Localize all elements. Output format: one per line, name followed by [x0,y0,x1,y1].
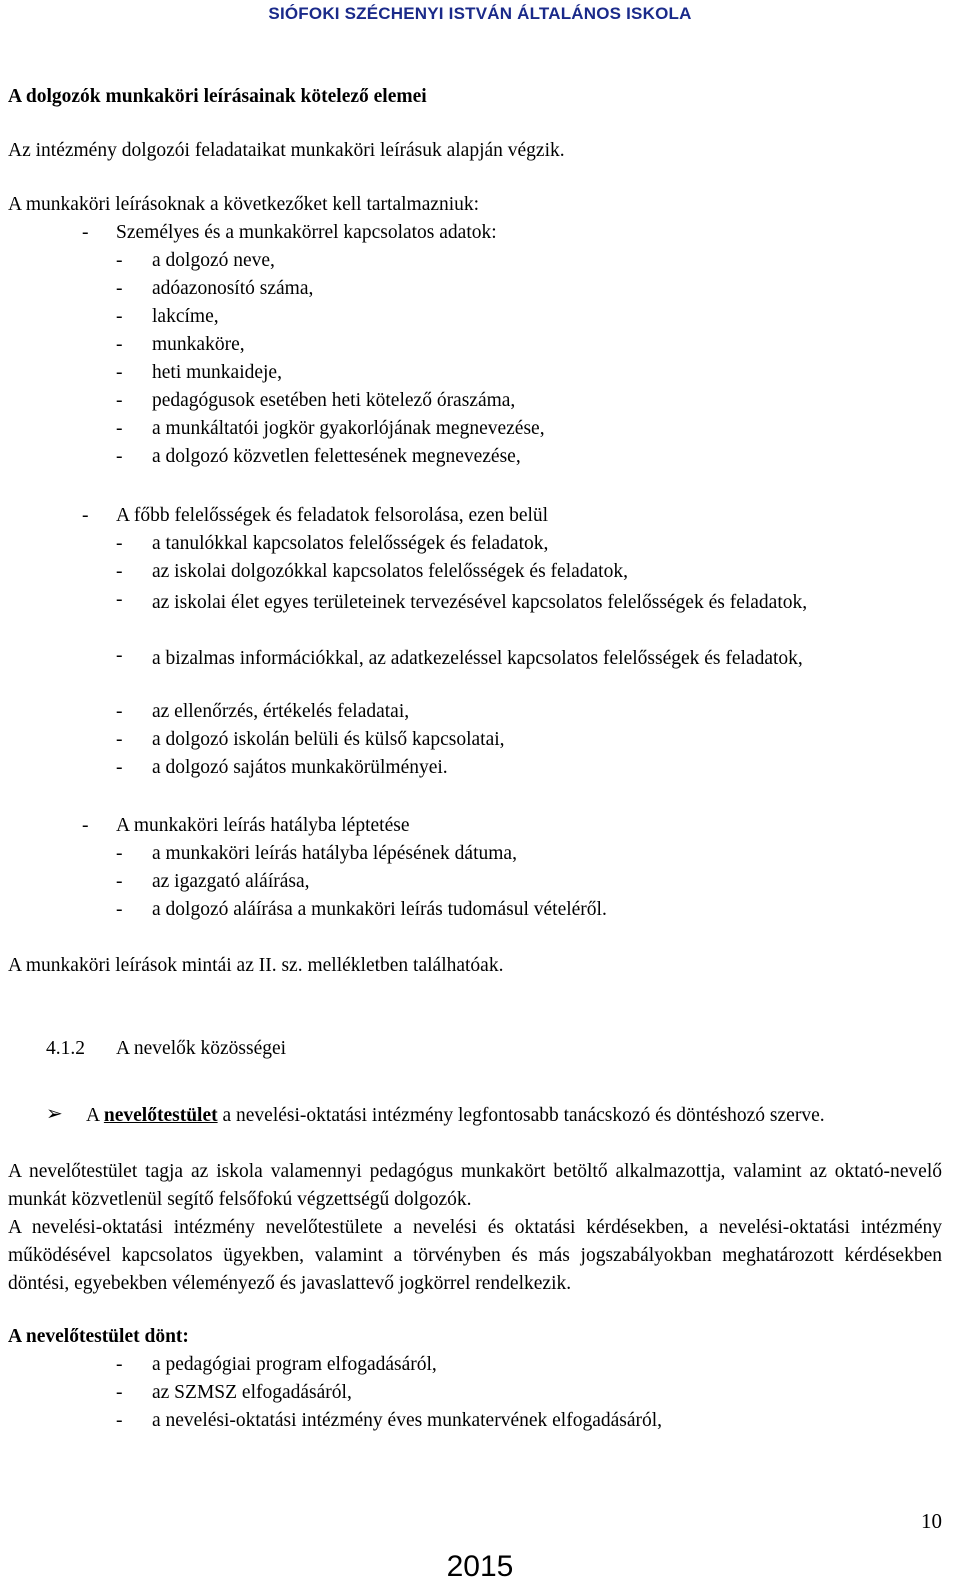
list-item: a nevelési-oktatási intézmény éves munkatervének elfogadásáról, [152,1410,663,1431]
list-item: a munkáltatói jogkör gyakorlójának megnevezése, [152,418,545,439]
list-dash: - [116,334,123,355]
list-dash: - [116,390,123,411]
list-dash: - [116,250,123,271]
list-item: a munkaköri leírás hatályba lépésének dátuma, [152,843,517,864]
list-item: az iskolai dolgozókkal kapcsolatos felelősségek és feladatok, [152,561,628,582]
list-item: az igazgató aláírása, [152,871,310,892]
list-item: heti munkaideje, [152,362,282,383]
list-item: pedagógusok esetében heti kötelező óraszáma, [152,390,516,411]
list-dash: - [116,589,123,610]
group3-head: A munkaköri leírás hatályba léptetése [116,815,410,836]
group1-head: Személyes és a munkakörrel kapcsolatos adatok: [116,222,497,243]
list-dash: - [116,843,123,864]
list-item: lakcíme, [152,306,219,327]
list-item: az ellenőrzés, értékelés feladatai, [152,701,410,722]
paragraph: A nevelési-oktatási intézmény nevelőtestülete a nevelési és oktatási kérdésekben, a nevelési-oktatási intézmény működésével kapcsolatos ügyekben, valamint a törvényben és más jogszabályokban meghatározott kérdésekben döntési, egyebekben véleményező és javaslattevő jogkörrel rendelkezik. [8,1217,942,1294]
list-dash: - [116,561,123,582]
section-heading: A nevelők közösségei [116,1038,287,1059]
list-item: a pedagógiai program elfogadásáról, [152,1354,437,1375]
list-dash: - [116,899,123,920]
list-item: adóazonosító száma, [152,278,314,299]
arrow-bullet-icon: ➢ [46,1103,63,1125]
bullet-pre: A [86,1105,100,1126]
list-dash: - [116,278,123,299]
group2-head: A főbb felelősségek és feladatok felsorolása, ezen belül [116,505,549,526]
list-dash: - [116,757,123,778]
section-title: A dolgozók munkaköri leírásainak kötelező elemei [8,86,427,107]
bullet-paragraph [86,1102,942,1130]
list-dash: - [116,1382,123,1403]
list-dash: - [116,645,123,666]
bullet-keyword: nevelőtestület [103,1105,218,1126]
lead-text: A munkaköri leírásoknak a következőket kell tartalmazniuk: [8,194,480,215]
list-dash: - [116,1354,123,1375]
list-dash: - [116,1410,123,1431]
list-item: munkaköre, [152,334,245,355]
list-item: a tanulókkal kapcsolatos felelősségek és feladatok, [152,533,549,554]
list-item: az SZMSZ elfogadásáról, [152,1382,352,1403]
list-dash: - [116,446,123,467]
paragraph: A nevelőtestület tagja az iskola valamennyi pedagógus munkakört betöltő alkalmazottja, valamint az oktató-nevelő munkát közvetlenül segítő felsőfokú végzettségű dolgozók. [8,1161,942,1210]
intro-text: Az intézmény dolgozói feladataikat munkaköri leírásuk alapján végzik. [8,140,565,161]
closing-text: A munkaköri leírások mintái az II. sz. mellékletben találhatóak. [8,955,504,976]
page-number: 10 [921,1509,942,1533]
list-item: a dolgozó aláírása a munkaköri leírás tudomásul vételéről. [152,899,607,920]
list-dash: - [116,729,123,750]
list-item: a dolgozó sajátos munkakörülményei. [152,757,448,778]
page-header: SIÓFOKI SZÉCHENYI ISTVÁN ÁLTALÁNOS ISKOLA [268,4,692,23]
list-dash: - [116,871,123,892]
decides-title: A nevelőtestület dönt: [8,1326,189,1347]
list-dash: - [82,222,89,243]
list-dash: - [116,306,123,327]
list-item: a dolgozó iskolán belüli és külső kapcsolatai, [152,729,505,750]
list-dash: - [116,701,123,722]
list-dash: - [116,533,123,554]
list-item: az iskolai élet egyes területeinek tervezésével kapcsolatos felelősségek és feladatok, [152,592,808,613]
section-number: 4.1.2 [46,1038,85,1059]
list-dash: - [82,815,89,836]
bullet-post: a nevelési-oktatási intézmény legfontosabb tanácskozó és döntéshozó szerve. [222,1105,825,1126]
list-dash: - [116,362,123,383]
list-item: a dolgozó közvetlen felettesének megnevezése, [152,446,521,467]
list-item: a bizalmas információkkal, az adatkezeléssel kapcsolatos felelősségek és feladatok, [152,648,803,669]
list-dash: - [116,418,123,439]
list-item: a dolgozó neve, [152,250,275,271]
list-dash: - [82,505,89,526]
footer-year: 2015 [446,1550,514,1583]
